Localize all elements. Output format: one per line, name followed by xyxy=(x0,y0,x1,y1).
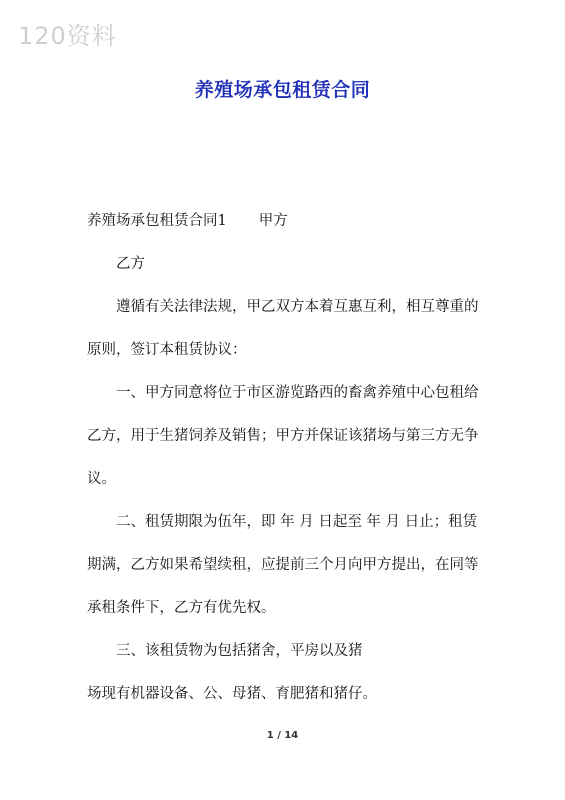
document-title: 养殖场承包租赁合同 xyxy=(194,79,371,101)
document-body xyxy=(87,200,479,716)
party-a-label: 甲方 xyxy=(258,213,288,229)
watermark-logo: 120资料 xyxy=(18,22,117,50)
contract-header-line xyxy=(87,200,479,243)
paragraph-clause-2: 二、租赁期限为伍年，即 年 月 日起至 年 月 日止；租赁期满，乙方如果希望续租，应提前三个月向甲方提出，在同等承租条件下，乙方有优先权。 xyxy=(87,514,479,616)
page-indicator: 1 / 14 xyxy=(266,730,299,741)
paragraph-preamble: 遵循有关法律法规，甲乙双方本着互惠互利，相互尊重的原则，签订本租赁协议： xyxy=(87,299,479,358)
paragraph-clause-3-continued: 场现有机器设备、公、母猪、育肥猪和猪仔。 xyxy=(87,686,377,702)
party-b-label: 乙方 xyxy=(116,256,145,272)
paragraph-clause-1: 一、甲方同意将位于市区游览路西的畜禽养殖中心包租给乙方，用于生猪饲养及销售；甲方并保证该猪场与第三方无争议。 xyxy=(87,385,479,487)
paragraph-clause-3: 三、该租赁物为包括猪舍，平房以及猪 xyxy=(116,643,363,659)
contract-name: 养殖场承包租赁合同1 xyxy=(87,213,227,229)
